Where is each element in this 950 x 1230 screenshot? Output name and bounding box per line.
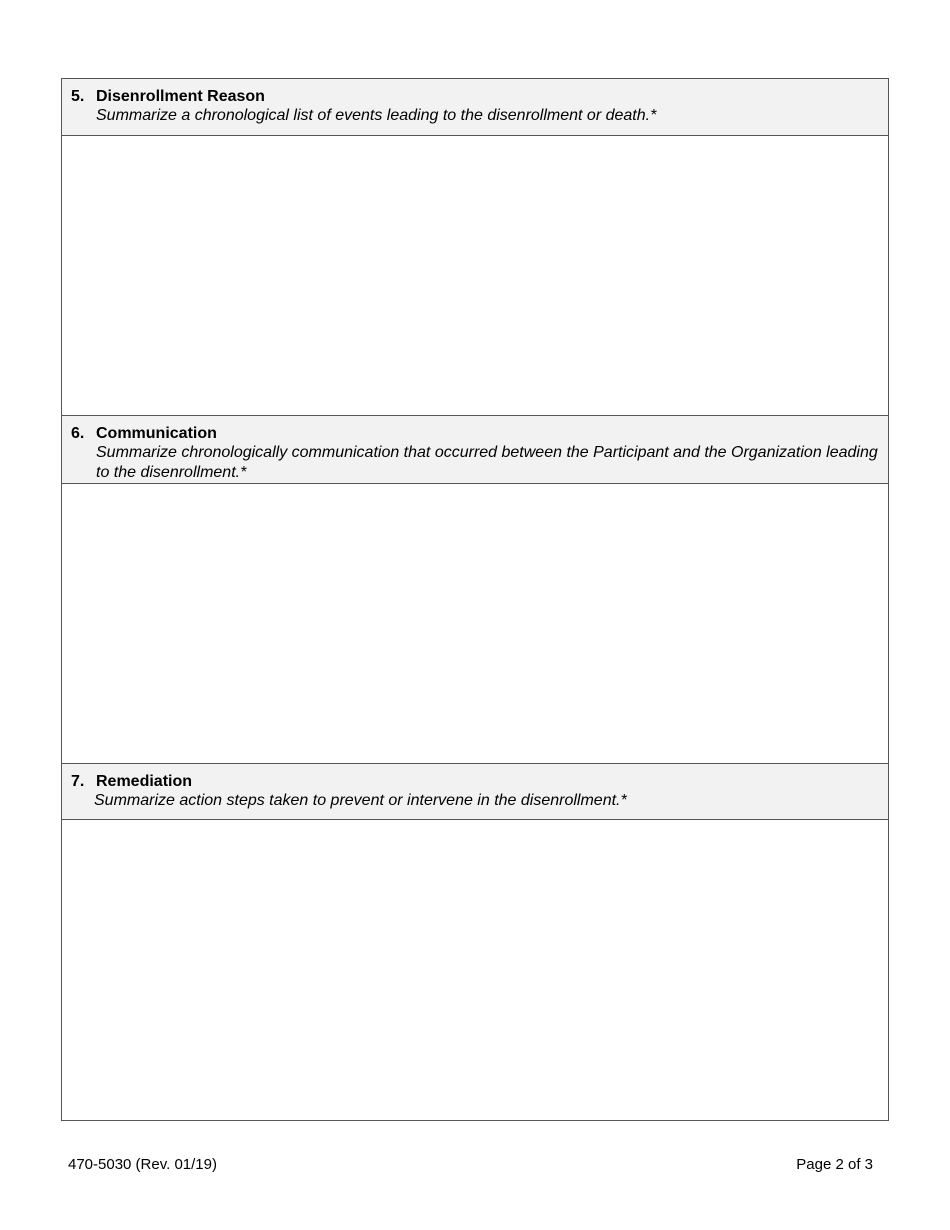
section-7-title: Remediation — [96, 773, 193, 790]
section-5-number: 5. — [71, 88, 85, 105]
form-id-footer: 470-5030 (Rev. 01/19) — [68, 1156, 217, 1173]
disenrollment-reason-input[interactable] — [62, 136, 888, 415]
remediation-input[interactable] — [62, 820, 888, 1120]
communication-input[interactable] — [62, 484, 888, 763]
disenrollment-form-table — [61, 78, 889, 1121]
section-7-header — [62, 763, 888, 820]
section-5-description: Summarize a chronological list of events leading to the disenrollment or death.* — [96, 107, 657, 124]
page-number-footer: Page 2 of 3 — [796, 1156, 873, 1173]
section-5-header — [62, 79, 888, 136]
section-6-header — [62, 415, 888, 484]
section-6-number: 6. — [71, 425, 85, 442]
section-5-title: Disenrollment Reason — [96, 88, 265, 105]
section-6-title: Communication — [96, 425, 217, 442]
section-7-number: 7. — [71, 773, 85, 790]
section-7-description: Summarize action steps taken to prevent or intervene in the disenrollment.* — [94, 792, 627, 809]
section-6-description: Summarize chronologically communication that occurred between the Participant and the Organization leading to the disenrollment.* — [96, 444, 878, 481]
